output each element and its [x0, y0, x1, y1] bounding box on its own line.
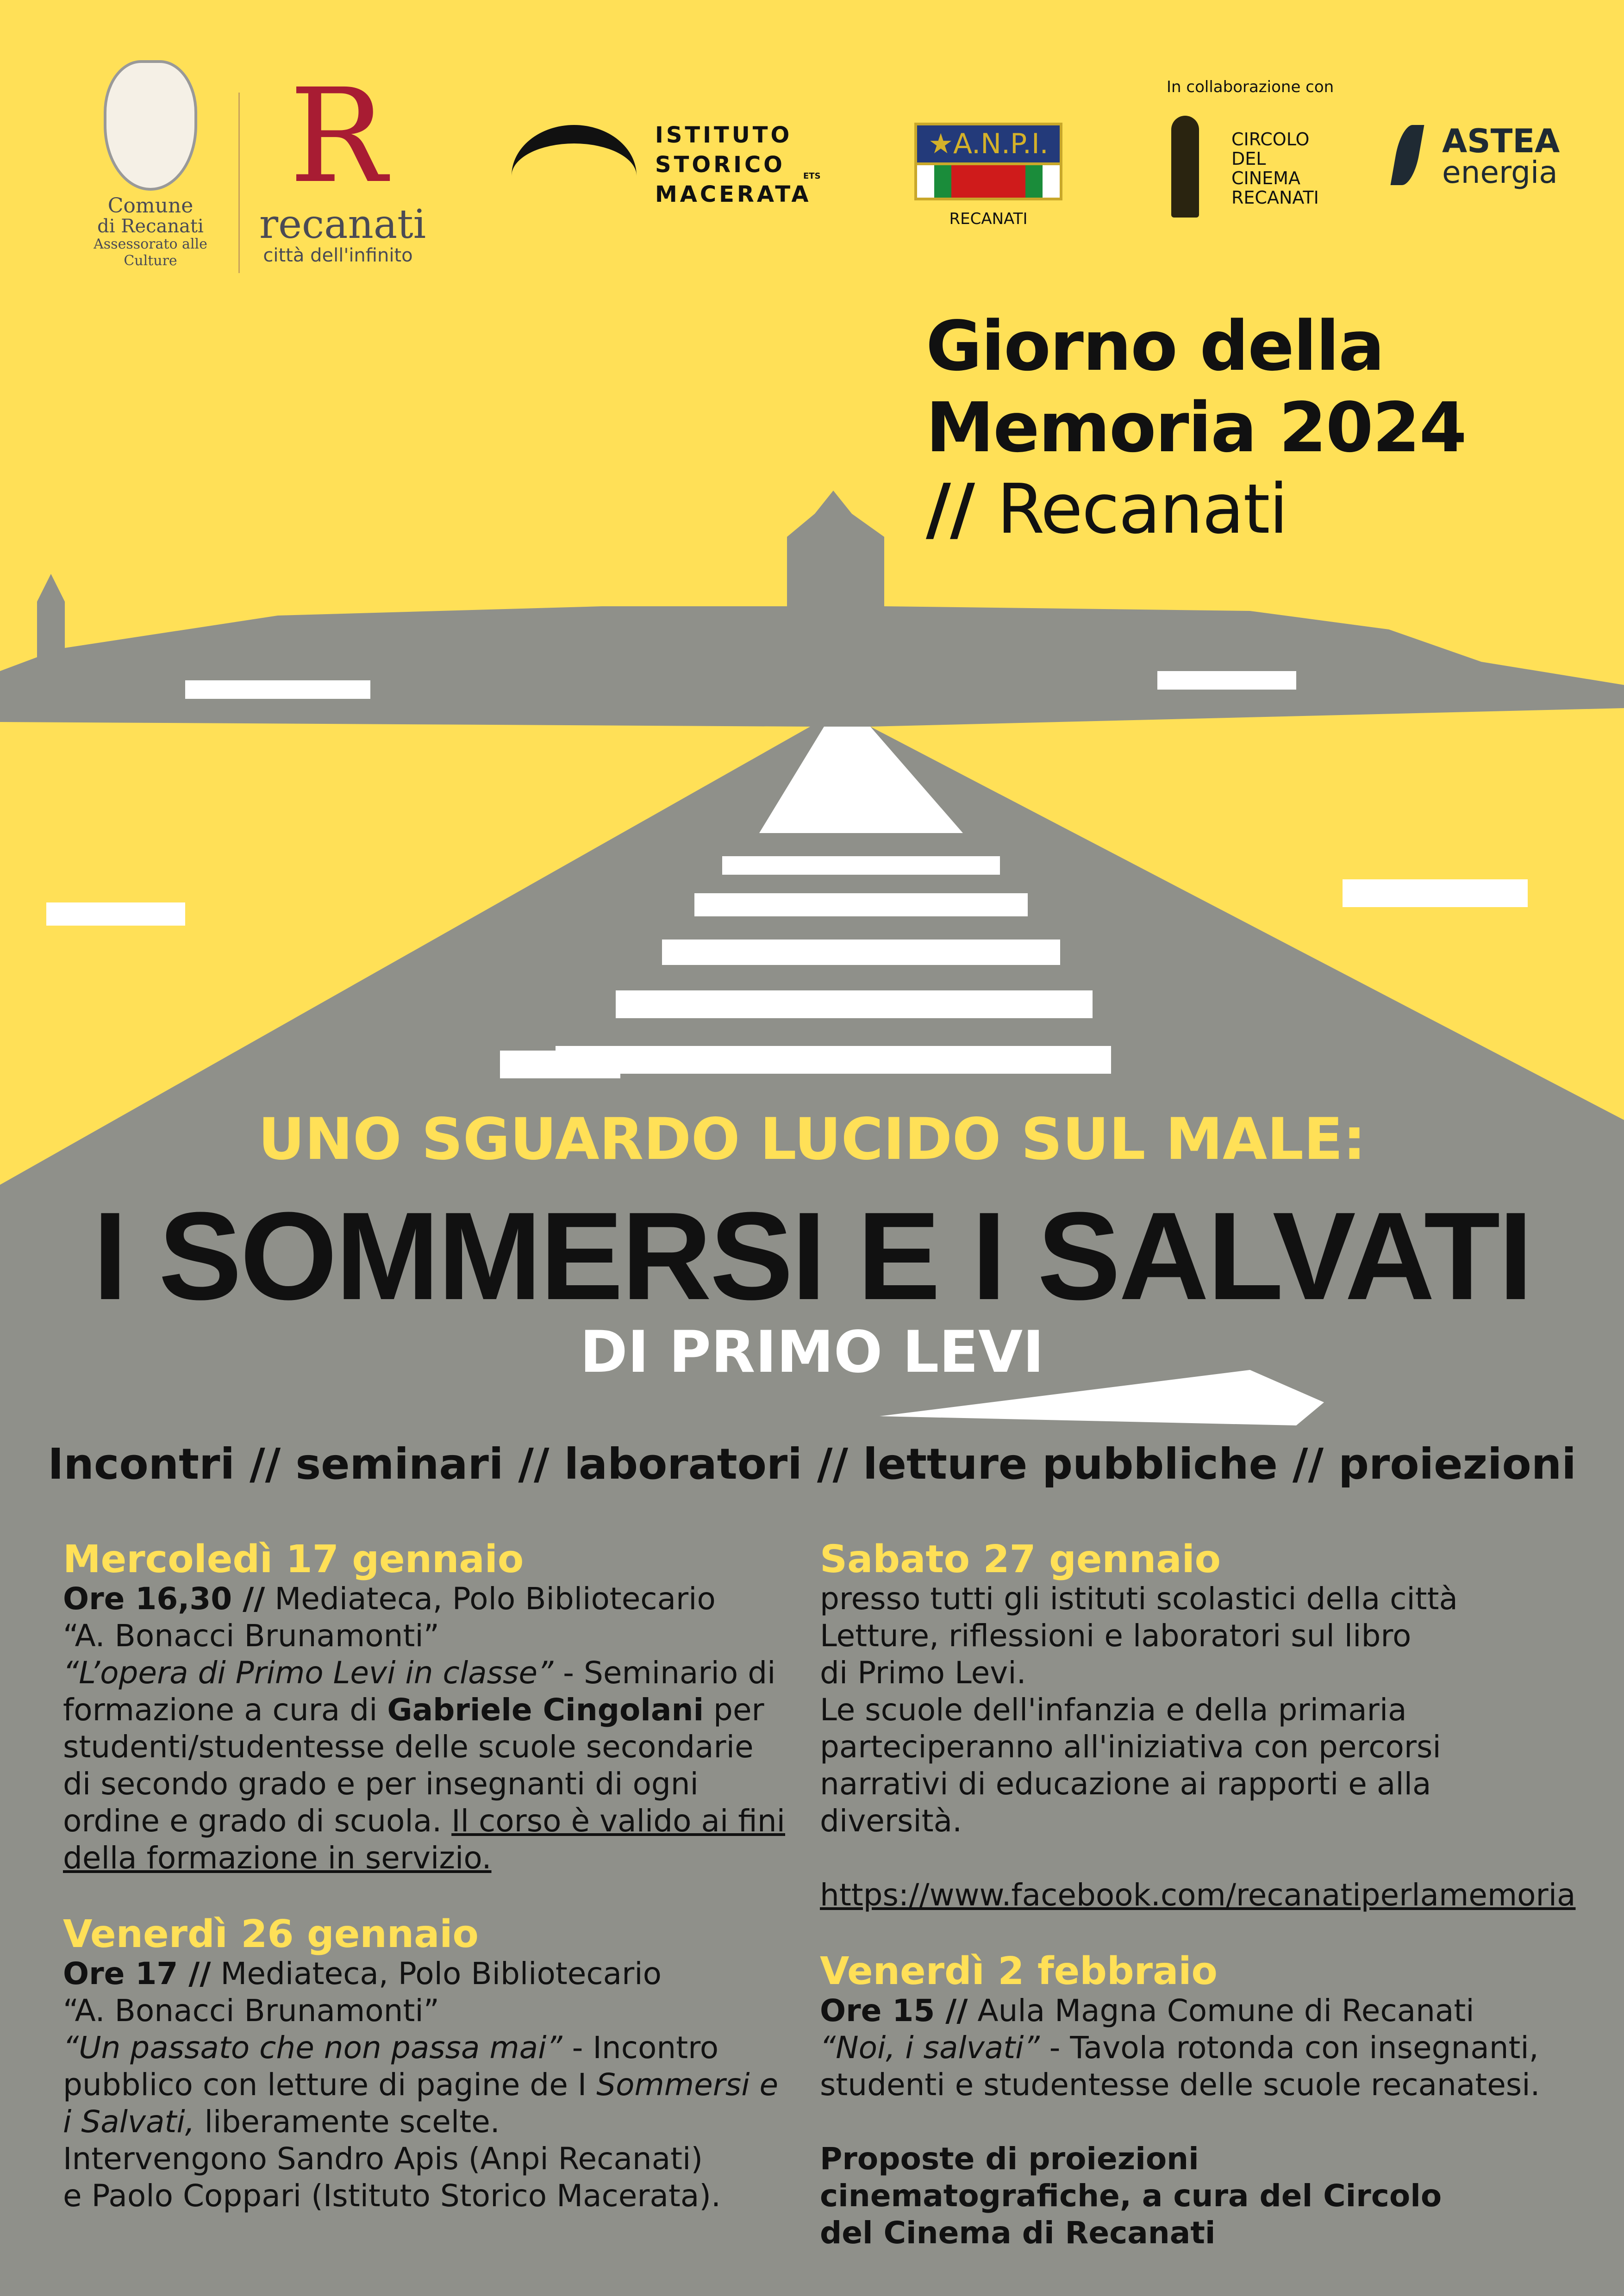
event-note: Il corso è valido ai fini della formazione in servizio. [63, 1803, 785, 1876]
event-speakers: Intervengono Sandro Apis (Anpi Recanati) [63, 2141, 703, 2177]
istituto-line1: ISTITUTO [655, 122, 793, 148]
circolo-logo [1171, 116, 1338, 222]
istituto-line3: MACERATA [655, 181, 812, 207]
activity-tags: Incontri // seminari // laboratori // letture pubbliche // proiezioni [48, 1439, 1576, 1489]
event-title [926, 305, 1466, 550]
subtitle: UNO SGUARDO LUCIDO SUL MALE: [258, 1106, 1366, 1173]
circolo-line1: CIRCOLO [1231, 129, 1310, 149]
event-desc: Le scuole dell'infanzia e della primaria parteciperanno all'iniziativa con percorsi narrativi di educazione ai rapporti e alla diversità. [820, 1692, 1441, 1839]
istituto-line2: STORICO [655, 152, 785, 178]
event-place: Mediateca, Polo Bibliotecario [211, 1956, 662, 1991]
comune-logo [65, 60, 236, 269]
recanati-logo [259, 61, 426, 266]
circolo-line2: DEL [1231, 149, 1266, 169]
author: DI PRIMO LEVI [580, 1319, 1044, 1386]
event-desc: - Incontro pubblico con letture di pagine de I [63, 2030, 719, 2103]
title-line2: Memoria 2024 [926, 388, 1466, 467]
event-desc: per studenti/studentesse delle scuole secondarie di secondo grado e per insegnanti di ogni ordine e grado di scuola. [63, 1692, 764, 1839]
event-desc: Letture, riflessioni e laboratori sul libro di Primo Levi. [820, 1618, 1412, 1691]
astea-line1: ASTEA [1442, 122, 1560, 160]
book-title: Sommersi e i Salvati, [63, 2067, 779, 2140]
event-speakers: e Paolo Coppari (Istituto Storico Macerata). [63, 2178, 721, 2214]
recanati-mark-icon: R [289, 61, 387, 212]
title-line3: Recanati [997, 469, 1287, 549]
circolo-line3: CINEMA [1231, 168, 1300, 188]
event-date: Venerdì 2 febbraio [820, 1949, 1218, 1993]
event-time: Ore 17 // [63, 1956, 211, 1991]
comune-line2: di Recanati [97, 216, 204, 237]
left-column [63, 1539, 785, 2252]
event-desc: liberamente scelte. [194, 2104, 500, 2140]
collab-label: In collaborazione con [1167, 78, 1334, 96]
facebook-link[interactable]: https://www.facebook.com/recanatiperlamemoria [820, 1877, 1576, 1913]
divider [238, 93, 240, 273]
event-place: presso tutti gli istituti scolastici della città [820, 1581, 1458, 1617]
event-date: Mercoledì 17 gennaio [63, 1537, 524, 1581]
title-line1: Giorno della [926, 306, 1384, 386]
recanati-tagline: città dell'infinito [263, 245, 413, 266]
chaplin-figure-icon [1171, 116, 1199, 218]
right-column [820, 1537, 1576, 2289]
event-place: Mediateca, Polo Bibliotecario [265, 1581, 716, 1617]
event-desc: - Tavola rotonda con insegnanti, studenti e studentesse delle scuole recanatesi. [820, 2030, 1540, 2103]
title-separator: // [926, 469, 974, 549]
event-name: “Noi, i salvati” [820, 2030, 1040, 2066]
anpi-logo [914, 123, 1062, 228]
event-place: Aula Magna Comune di Recanati [968, 1993, 1474, 2028]
headline: I SOMMERSI E I SALVATI [93, 1187, 1531, 1326]
astea-line2: energia [1442, 155, 1558, 190]
italian-flag-icon [914, 165, 1062, 200]
anpi-place: RECANATI [949, 210, 1028, 228]
event-desc: - Seminario di formazione a cura di [63, 1655, 776, 1728]
event-mercoledi [63, 1539, 785, 1877]
istituto-storico-logo [512, 120, 836, 213]
coat-of-arms-icon [104, 60, 197, 191]
comune-line1: Comune [107, 194, 194, 218]
event-time: Ore 16,30 // [63, 1581, 265, 1617]
event-name: “L’opera di Primo Levi in classe” [63, 1655, 554, 1691]
event-sabato [820, 1537, 1576, 1914]
event-time: Ore 15 // [820, 1993, 968, 2028]
istituto-emblem-icon [512, 125, 637, 227]
cinema-proposal: Proposte di proiezioni cinematografiche, a cura del Circolo del Cinema di Recanati [820, 2141, 1442, 2251]
event-speaker: Gabriele Cingolani [387, 1692, 704, 1728]
event-date: Venerdì 26 gennaio [63, 1912, 479, 1956]
istituto-ets: ETS [803, 171, 821, 181]
circolo-line4: RECANATI [1231, 187, 1319, 208]
anpi-name: ★A.N.P.I. [914, 123, 1062, 165]
event-place-name: “A. Bonacci Brunamonti” [63, 1993, 439, 2028]
event-name: “Un passato che non passa mai” [63, 2030, 562, 2066]
event-venerdi-2 [820, 1951, 1570, 2252]
event-place-name: “A. Bonacci Brunamonti” [63, 1618, 439, 1654]
event-date: Sabato 27 gennaio [820, 1537, 1221, 1581]
recanati-name: recanati [259, 201, 426, 248]
event-venerdi-26 [63, 1914, 785, 2215]
comune-line3: Assessorato alle Culture [94, 236, 207, 269]
